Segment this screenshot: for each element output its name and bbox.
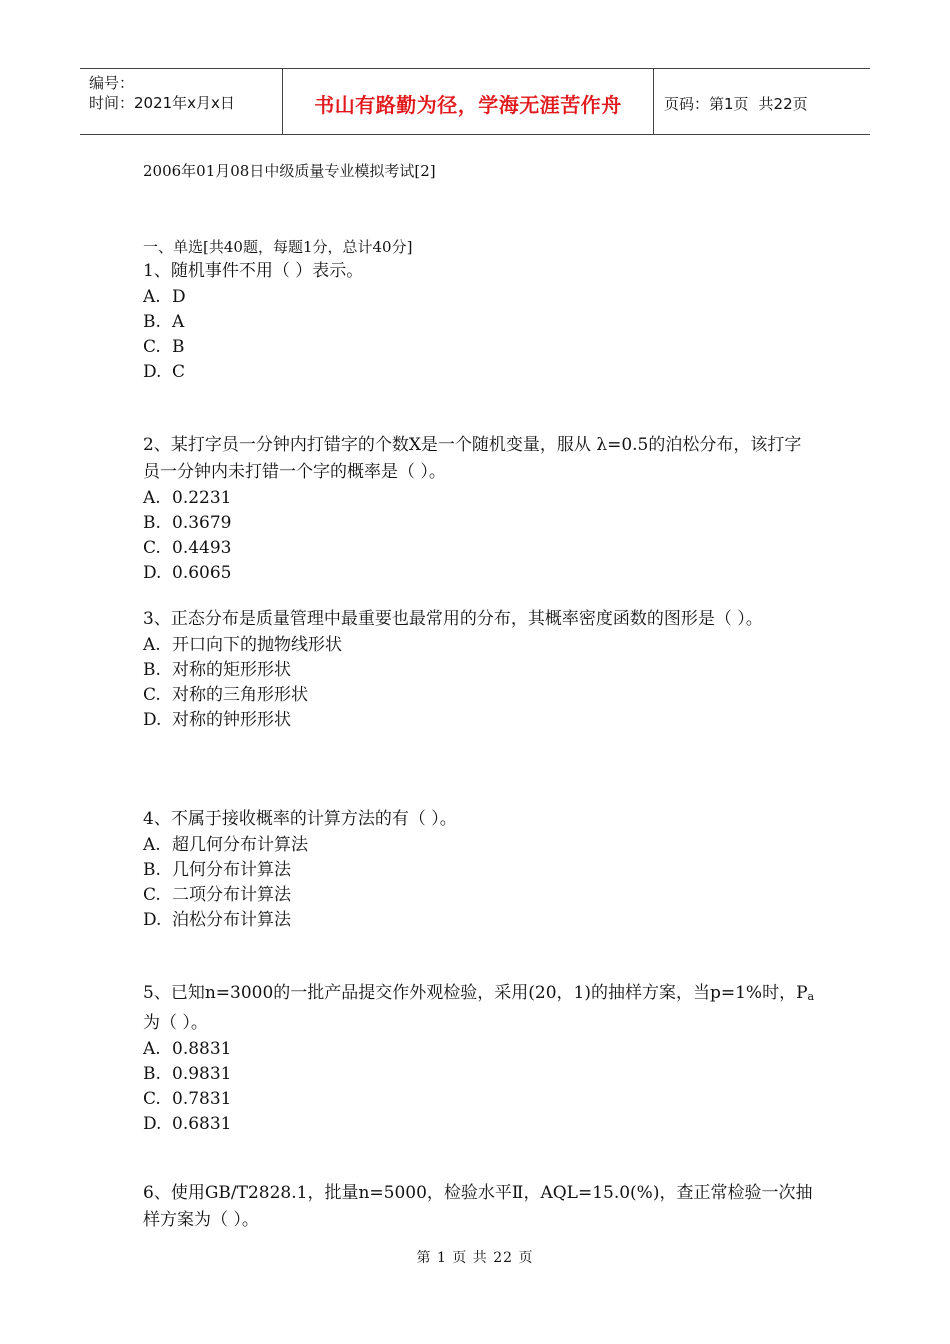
question-stem: 1、随机事件不用（ ）表示。 [143, 261, 364, 281]
option-a [143, 486, 815, 511]
number-label: 编号： [89, 74, 135, 92]
question-stem: 2、某打字员一分钟内打错字的个数X是一个随机变量，服从 λ=0.5的泊松分布，该打字员一分钟内未打错一个字的概率是（ ）。 [143, 435, 802, 482]
option-text: A [172, 312, 185, 332]
option-label: C. [143, 538, 161, 558]
question-3 [143, 606, 815, 733]
option-text: 0.4493 [172, 538, 232, 558]
option-c [143, 683, 815, 708]
option-text: 0.8831 [172, 1039, 232, 1059]
option-d [143, 561, 815, 586]
option-label: B. [143, 860, 161, 880]
option-label: D. [143, 362, 162, 382]
document-header [80, 68, 870, 135]
question-1 [143, 258, 815, 385]
question-stem [143, 980, 815, 1037]
option-b [143, 310, 815, 335]
header-page-info [654, 69, 870, 134]
option-a [143, 633, 815, 658]
option-text: 对称的三角形形状 [172, 685, 308, 705]
option-text: 0.6831 [172, 1114, 232, 1134]
option-text: 二项分布计算法 [172, 885, 291, 905]
option-label: A. [143, 1039, 161, 1059]
option-text: 开口向下的抛物线形状 [172, 635, 342, 655]
question-4 [143, 806, 815, 933]
option-text: 几何分布计算法 [172, 860, 291, 880]
option-list [143, 285, 815, 385]
option-b [143, 511, 815, 536]
page-footer: 第 1 页 共 22 页 [416, 1250, 534, 1266]
subscript: a [807, 990, 815, 1003]
option-text: 对称的矩形形状 [172, 660, 291, 680]
option-text: 对称的钟形形状 [172, 710, 291, 730]
option-label: C. [143, 1089, 161, 1109]
option-list [143, 1037, 815, 1137]
option-text: 泊松分布计算法 [172, 910, 291, 930]
option-label: C. [143, 685, 161, 705]
question-6 [143, 1180, 815, 1234]
option-a [143, 1037, 815, 1062]
option-label: A. [143, 488, 161, 508]
question-2 [143, 432, 815, 586]
option-label: B. [143, 312, 161, 332]
question-stem: 6、使用GB/T2828.1，批量n=5000，检验水平Ⅱ，AQL=15.0(%)，查正常检验一次抽样方案为（ ）。 [143, 1183, 813, 1230]
option-label: D. [143, 710, 162, 730]
option-text: 0.7831 [172, 1089, 232, 1109]
option-b [143, 858, 815, 883]
option-label: A. [143, 835, 161, 855]
option-c [143, 883, 815, 908]
header-meta [80, 69, 282, 134]
option-list [143, 833, 815, 933]
option-d [143, 708, 815, 733]
option-label: D. [143, 1114, 162, 1134]
option-text: B [172, 337, 185, 357]
section-heading: 一、单选[共40题，每题1分，总计40分] [143, 238, 413, 256]
time-label: 时间：2021年x月x日 [89, 94, 235, 112]
header-motto: 书山有路勤为径，学海无涯苦作舟 [314, 93, 622, 117]
option-c [143, 335, 815, 360]
option-label: B. [143, 513, 161, 533]
option-label: B. [143, 660, 161, 680]
option-c [143, 536, 815, 561]
option-label: A. [143, 287, 161, 307]
option-a [143, 285, 815, 310]
option-label: D. [143, 563, 162, 583]
option-label: D. [143, 910, 162, 930]
option-text: 0.3679 [172, 513, 232, 533]
page-total-label: 共22页 [758, 95, 808, 113]
option-b [143, 1062, 815, 1087]
question-stem: 3、正态分布是质量管理中最重要也最常用的分布，其概率密度函数的图形是（ ）。 [143, 609, 763, 629]
option-label: C. [143, 885, 161, 905]
option-d [143, 360, 815, 385]
option-c [143, 1087, 815, 1112]
option-text: C [172, 362, 186, 382]
question-stem: 4、不属于接收概率的计算方法的有（ ）。 [143, 809, 457, 829]
option-text: 0.9831 [172, 1064, 232, 1084]
document-title: 2006年01月08日中级质量专业模拟考试[2] [143, 162, 436, 180]
option-text: 0.6065 [172, 563, 232, 583]
option-a [143, 833, 815, 858]
page-number-label: 页码：第1页 [664, 95, 749, 113]
option-label: B. [143, 1064, 161, 1084]
option-d [143, 908, 815, 933]
option-label: C. [143, 337, 161, 357]
stem-part: 5、已知n=3000的一批产品提交作外观检验，采用(20，1)的抽样方案，当p=1%时，P [143, 983, 808, 1003]
option-list [143, 633, 815, 733]
option-b [143, 658, 815, 683]
option-text: D [172, 287, 186, 307]
option-d [143, 1112, 815, 1137]
option-label: A. [143, 635, 161, 655]
option-list [143, 486, 815, 586]
option-text: 超几何分布计算法 [172, 835, 308, 855]
stem-part: 为（ ）。 [143, 1013, 208, 1033]
header-motto-cell [282, 69, 654, 134]
option-text: 0.2231 [172, 488, 232, 508]
question-5 [143, 980, 815, 1137]
